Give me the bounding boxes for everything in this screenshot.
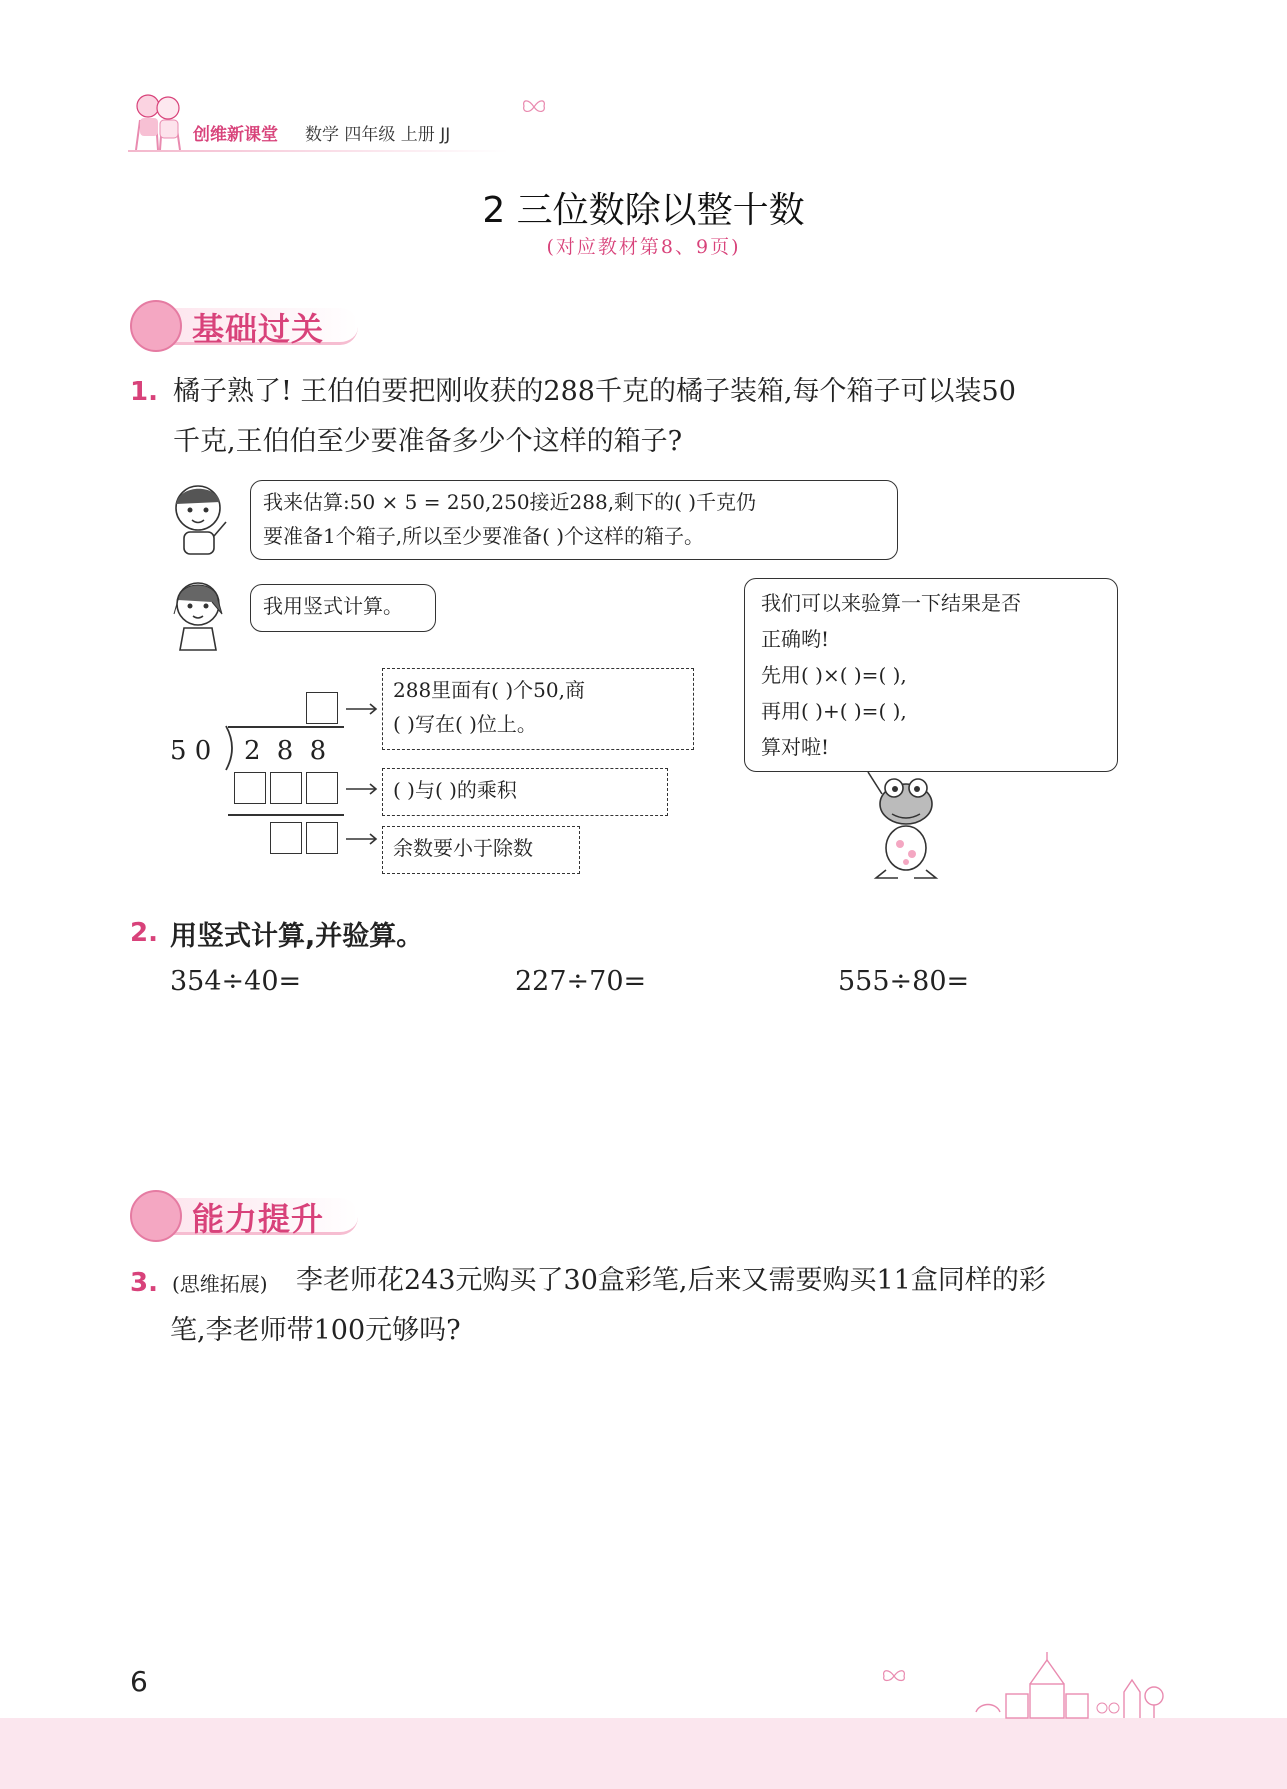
arrow-right-icon xyxy=(344,700,380,718)
note-line: ( )写在( )位上。 xyxy=(393,712,537,736)
question-text-line: 李老师花243元购买了30盒彩笔,后来又需要购买11盒同样的彩 xyxy=(296,1265,1046,1296)
calculation-item: 555÷80= xyxy=(838,966,970,997)
mascot-badge-icon xyxy=(130,300,182,352)
dividend: 2 8 8 xyxy=(244,736,331,766)
question-text-line: 笔,李老师带100元够吗? xyxy=(170,1315,461,1346)
note-product xyxy=(382,768,668,816)
section-banner-basic xyxy=(130,300,370,348)
footer-band xyxy=(0,1718,1287,1789)
note-line: ( )与( )的乘积 xyxy=(393,778,517,802)
calculation-item: 354÷40= xyxy=(170,966,302,997)
question-text-line: 橘子熟了! 王伯伯要把刚收获的288千克的橘子装箱,每个箱子可以装50 xyxy=(173,376,1016,407)
boy-character-icon xyxy=(168,480,232,560)
note-quotient xyxy=(382,668,694,750)
note-remainder xyxy=(382,826,580,874)
question-number: 2. xyxy=(130,918,158,948)
subtraction-line xyxy=(228,814,344,816)
bubble-line: 再用( )+( )=( ), xyxy=(761,699,907,723)
lesson-subtitle: (对应教材第8、9页) xyxy=(546,236,741,258)
bubble-line: 我们可以来验算一下结果是否 xyxy=(761,591,1021,615)
header-divider xyxy=(128,150,508,152)
question-tag: (思维拓展) xyxy=(172,1272,268,1296)
girl-speech-bubble xyxy=(250,584,436,632)
quotient-box[interactable] xyxy=(306,692,338,724)
calculation-item: 227÷70= xyxy=(515,966,647,997)
boy-speech-bubble xyxy=(250,480,898,560)
bubble-line: 算对啦! xyxy=(761,735,830,759)
question-text: 用竖式计算,并验算。 xyxy=(170,921,424,952)
product-box[interactable] xyxy=(270,772,302,804)
castle-decoration-icon xyxy=(880,1650,1170,1720)
section-banner-ability xyxy=(130,1190,370,1238)
brand-name: 创维新课堂 xyxy=(193,125,278,145)
arrow-right-icon xyxy=(344,780,380,798)
arrow-right-icon xyxy=(344,830,380,848)
bubble-line: 我用竖式计算。 xyxy=(263,594,403,618)
question-number: 3. xyxy=(130,1268,158,1298)
note-line: 288里面有( )个50,商 xyxy=(393,678,585,702)
division-top-line xyxy=(228,726,344,728)
section-title: 能力提升 xyxy=(192,1200,325,1238)
bubble-line: 先用( )×( )=( ), xyxy=(761,663,907,687)
divisor: 5 0 xyxy=(170,736,212,766)
question-text-line: 千克,王伯伯至少要准备多少个这样的箱子? xyxy=(173,426,683,457)
remainder-box[interactable] xyxy=(306,822,338,854)
bubble-line: 正确哟! xyxy=(761,627,830,651)
bubble-line: 要准备1个箱子,所以至少要准备( )个这样的箱子。 xyxy=(263,524,705,548)
bubble-line: 我来估算:50 × 5 = 250,250接近288,剩下的( )千克仍 xyxy=(263,490,757,514)
product-box[interactable] xyxy=(306,772,338,804)
butterfly-icon xyxy=(520,96,548,118)
frog-speech-bubble xyxy=(744,578,1118,772)
note-line: 余数要小于除数 xyxy=(393,836,533,860)
frog-character-icon xyxy=(862,770,946,882)
girl-character-icon xyxy=(168,574,232,654)
section-title: 基础过关 xyxy=(192,310,325,348)
page-number: 6 xyxy=(130,1665,148,1698)
kids-logo-icon xyxy=(128,90,188,154)
division-bracket xyxy=(222,724,242,772)
product-box[interactable] xyxy=(234,772,266,804)
remainder-box[interactable] xyxy=(270,822,302,854)
mascot-badge-icon xyxy=(130,1190,182,1242)
series-info: 数学 四年级 上册 JJ xyxy=(305,125,451,145)
question-number: 1. xyxy=(130,377,158,407)
lesson-title: 2 三位数除以整十数 xyxy=(482,190,805,231)
